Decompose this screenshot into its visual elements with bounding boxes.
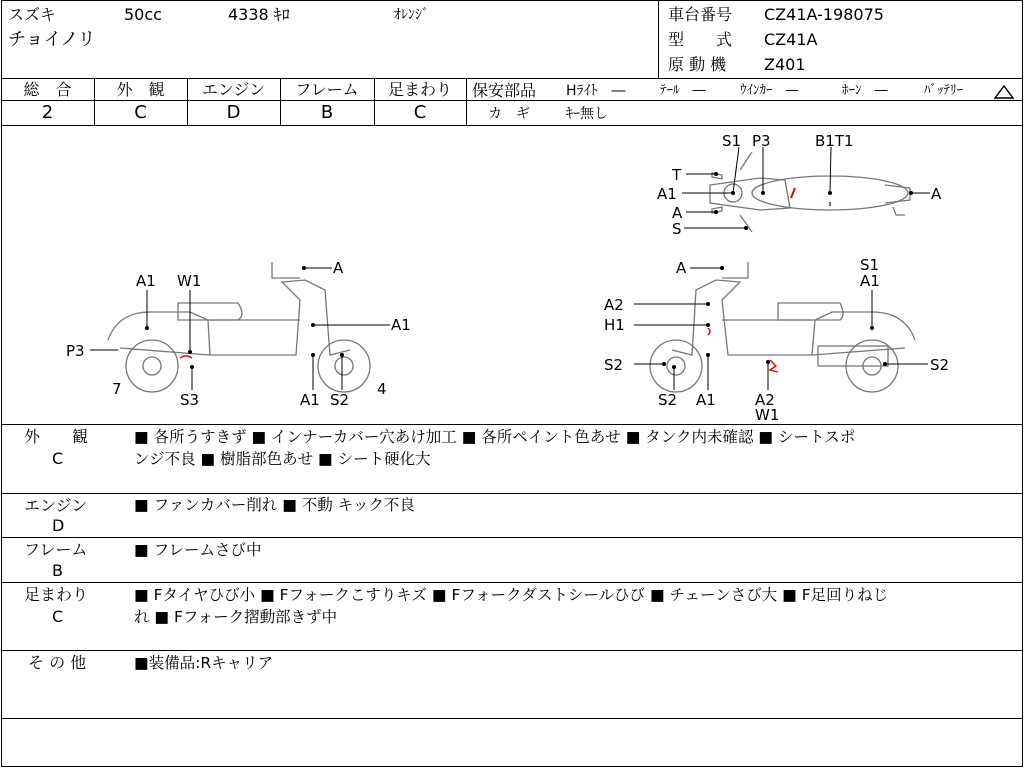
- label-left-a1-mid: A1: [391, 316, 411, 334]
- label-right-h1: H1: [604, 316, 625, 334]
- frame-no-label: 車台番号: [668, 5, 733, 24]
- remark-suspension-line1: ■ Fタイヤひび小 ■ Fフォークこすりキズ ■ Fフォークダストシールひび ■ チェーンさび大 ■ F足回りねじ: [134, 586, 889, 604]
- frame-grade-value: B: [320, 102, 334, 123]
- frame-no: CZ41A-198075: [764, 5, 884, 24]
- label-top-b1t1: B1T1: [815, 132, 854, 150]
- label-left-w1: W1: [177, 272, 202, 290]
- remark-suspension-label: 足まわり: [24, 585, 89, 604]
- remarks-line-3: [1, 537, 1022, 538]
- suspension-grade-label: 足まわり: [387, 80, 452, 99]
- parts-battery: ﾊﾞｯﾃﾘｰ: [924, 83, 963, 98]
- header-bottom-line: [1, 78, 1022, 79]
- displacement: 50cc: [124, 5, 162, 24]
- overall-value: 2: [41, 102, 54, 123]
- label-top-a-left: A: [672, 204, 683, 222]
- scooter-diagram: [0, 126, 1022, 424]
- label-right-a2-bot: A2: [755, 391, 775, 409]
- label-left-a1-bot: A1: [300, 391, 320, 409]
- remark-suspension-line2: れ ■ Fフォーク摺動部きず中: [134, 608, 338, 626]
- triangle-icon: [994, 84, 1014, 103]
- remark-frame-line1: ■ フレームさび中: [134, 541, 262, 559]
- type-label: 型 式: [668, 30, 733, 49]
- header-divider: [658, 0, 659, 78]
- label-right-s2-right: S2: [930, 356, 950, 374]
- exterior-value: C: [134, 102, 147, 123]
- parts-label: 保安部品: [472, 81, 537, 100]
- parts-headlight: Hﾗｲﾄ ―: [566, 83, 626, 99]
- remark-other-label: そ の 他: [28, 653, 87, 672]
- label-right-a2: A2: [604, 296, 624, 314]
- remarks-line-4: [1, 582, 1022, 583]
- overall-label: 総 合: [23, 80, 72, 99]
- key-label: カ ギ: [488, 106, 530, 122]
- type-value: CZ41A: [764, 30, 818, 49]
- top-view-scooter: [710, 152, 910, 232]
- callout-lines: [90, 147, 930, 390]
- remark-engine-grade: D: [52, 516, 65, 535]
- engine-grade-label: エンジン: [201, 80, 266, 99]
- maker: スズキ: [8, 5, 57, 24]
- remarks-bottom-line: [1, 718, 1022, 719]
- label-right-s2-left: S2: [604, 356, 624, 374]
- label-right-a1-bot: A1: [696, 391, 716, 409]
- label-left-s2: S2: [330, 391, 350, 409]
- model-name: チョイノリ: [8, 29, 96, 50]
- engine-label: 原 動 機: [668, 55, 727, 74]
- parts-horn: ﾎｰﾝ ―: [842, 83, 888, 98]
- frame-grade-label: フレーム: [295, 80, 359, 99]
- remark-engine-label: エンジン: [24, 496, 88, 515]
- remark-exterior-line1: ■ 各所うすきず ■ インナーカバー穴あけ加工 ■ 各所ペイント色あせ ■ タンク内未確認 ■ シートスポ: [134, 428, 856, 446]
- label-top-s: S: [672, 220, 682, 238]
- remark-frame-label: フレーム: [24, 540, 88, 559]
- suspension-grade-value: C: [413, 102, 427, 123]
- remark-frame-grade: B: [52, 561, 63, 580]
- label-left-s3: S3: [180, 391, 200, 409]
- label-left-a: A: [333, 259, 344, 277]
- label-right-s2-bot: S2: [658, 391, 678, 409]
- label-top-s1: S1: [722, 132, 742, 150]
- label-right-a: A: [676, 259, 687, 277]
- callout-dots: [145, 172, 913, 369]
- parts-tail: ﾃｰﾙ ―: [660, 83, 706, 98]
- remark-exterior-line2: ンジ不良 ■ 樹脂部色あせ ■ シート硬化大: [134, 450, 431, 468]
- remark-other-line1: ■装備品:Rキャリア: [134, 654, 274, 672]
- mileage: 4338 ｷﾛ: [228, 5, 290, 24]
- label-top-p3: P3: [752, 132, 771, 150]
- label-top-a-right: A: [931, 185, 942, 203]
- label-top-a1: A1: [657, 185, 677, 203]
- engine-value: Z401: [764, 55, 806, 74]
- label-left-p3: P3: [66, 342, 85, 360]
- engine-grade-value: D: [226, 102, 241, 123]
- label-left-a1: A1: [136, 272, 156, 290]
- remark-engine-line1: ■ ファンカバー削れ ■ 不動 キック不良: [134, 496, 415, 514]
- label-top-t: T: [672, 166, 682, 184]
- label-right-s1: S1: [860, 256, 880, 274]
- exterior-label: 外 観: [116, 80, 165, 99]
- key-value: ｷｰ無し: [566, 106, 608, 122]
- parts-winker: ｳｲﾝｶｰ ―: [740, 83, 799, 98]
- remark-exterior-grade: C: [52, 449, 64, 468]
- label-right-w1-bot: W1: [755, 406, 780, 424]
- label-right-a1-top: A1: [860, 272, 880, 290]
- remark-suspension-grade: C: [52, 607, 64, 626]
- remarks-line-5: [1, 650, 1022, 651]
- color: ｵﾚﾝｼﾞ: [394, 7, 429, 23]
- grade-divider-5: [466, 78, 467, 126]
- label-left-4: 4: [377, 380, 387, 398]
- remark-exterior-label: 外 観: [24, 427, 89, 446]
- remarks-top-line: [1, 424, 1022, 425]
- label-left-7: 7: [112, 380, 122, 398]
